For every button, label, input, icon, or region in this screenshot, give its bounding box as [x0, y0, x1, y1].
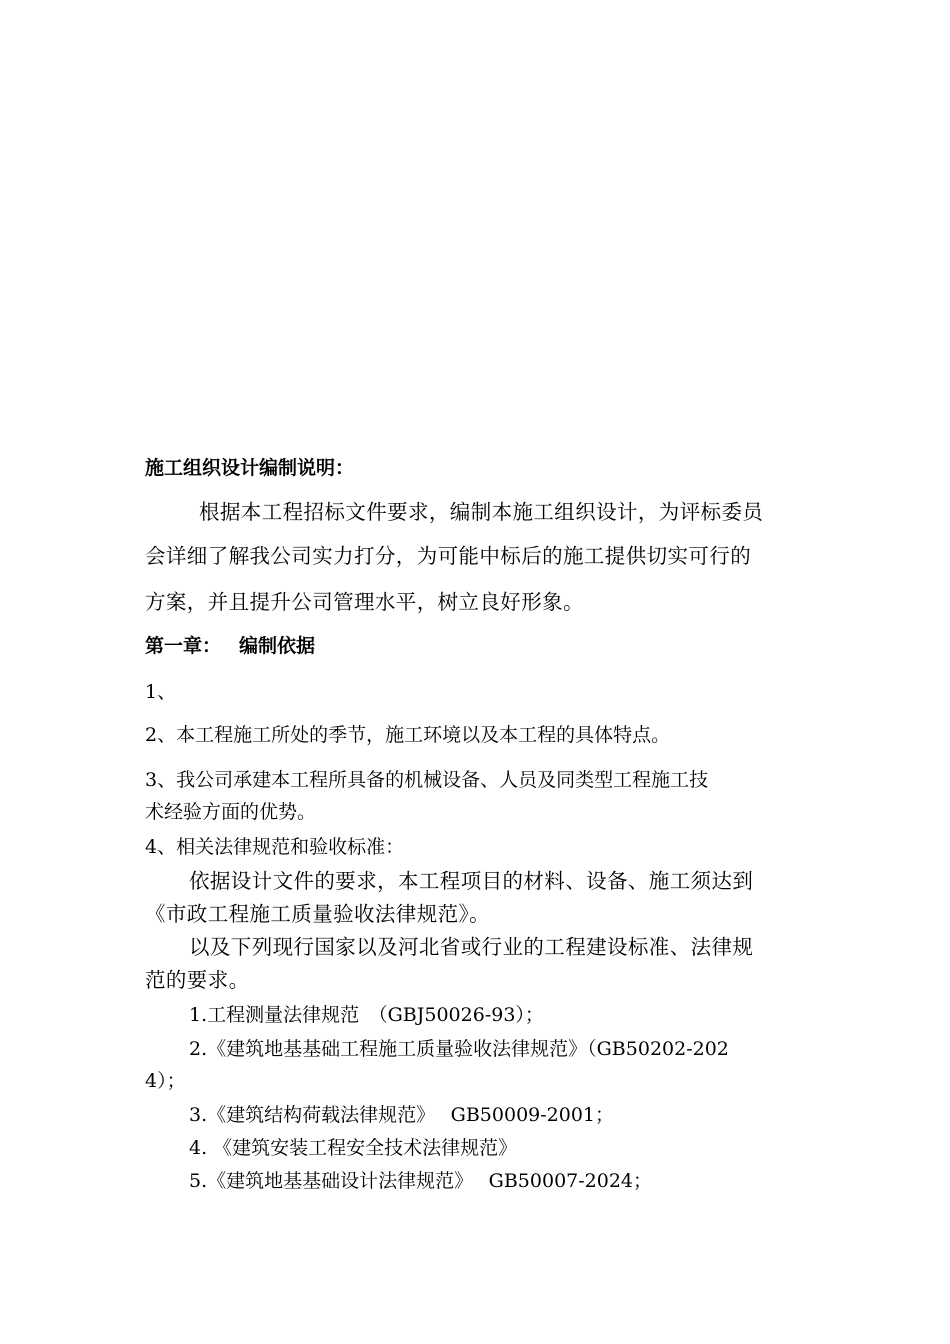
- standard-item-2-line-2: 4）；: [145, 1070, 186, 1092]
- standard-item-3: 3.《建筑结构荷载法律规范》 GB50009-2001；: [189, 1104, 615, 1126]
- basis-item-2: 2、本工程施工所处的季节，施工环境以及本工程的具体特点。: [145, 724, 671, 746]
- basis-item-4: 4、相关法律规范和验收标准：: [145, 836, 405, 858]
- intro-line-1: 根据本工程招标文件要求，编制本施工组织设计，为评标委员: [199, 500, 764, 524]
- chapter-title: 编制依据: [239, 635, 316, 657]
- basis-item-3-line-2: 术经验方面的优势。: [145, 801, 317, 823]
- standard-item-1: 1.工程测量法律规范 （GBJ50026-93）；: [189, 1004, 544, 1026]
- basis-paragraph-1-line-1: 依据设计文件的要求，本工程项目的材料、设备、施工须达到: [189, 869, 754, 893]
- standard-item-5: 5.《建筑地基基础设计法律规范》 GB50007-2024；: [189, 1170, 653, 1192]
- basis-paragraph-2-line-1: 以及下列现行国家以及河北省或行业的工程建设标准、法律规: [189, 935, 754, 959]
- intro-line-3: 方案，并且提升公司管理水平，树立良好形象。: [145, 590, 584, 614]
- chapter-label: 第一章：: [145, 635, 222, 657]
- document-heading: 施工组织设计编制说明：: [145, 457, 355, 479]
- intro-line-2: 会详细了解我公司实力打分，为可能中标后的施工提供切实可行的: [145, 544, 752, 568]
- basis-item-1: 1、: [145, 681, 177, 703]
- basis-paragraph-2-line-2: 范的要求。: [145, 968, 250, 992]
- standard-item-2-line-1: 2.《建筑地基基础工程施工质量验收法律规范》（GB50202-202: [189, 1038, 729, 1060]
- basis-item-3-line-1: 3、我公司承建本工程所具备的机械设备、人员及同类型工程施工技: [145, 769, 709, 791]
- chapter-heading: [145, 633, 810, 659]
- basis-paragraph-1-line-2: 《市政工程施工质量验收法律规范》。: [145, 902, 491, 926]
- standard-item-4: 4. 《建筑安装工程安全技术法律规范》: [189, 1137, 518, 1159]
